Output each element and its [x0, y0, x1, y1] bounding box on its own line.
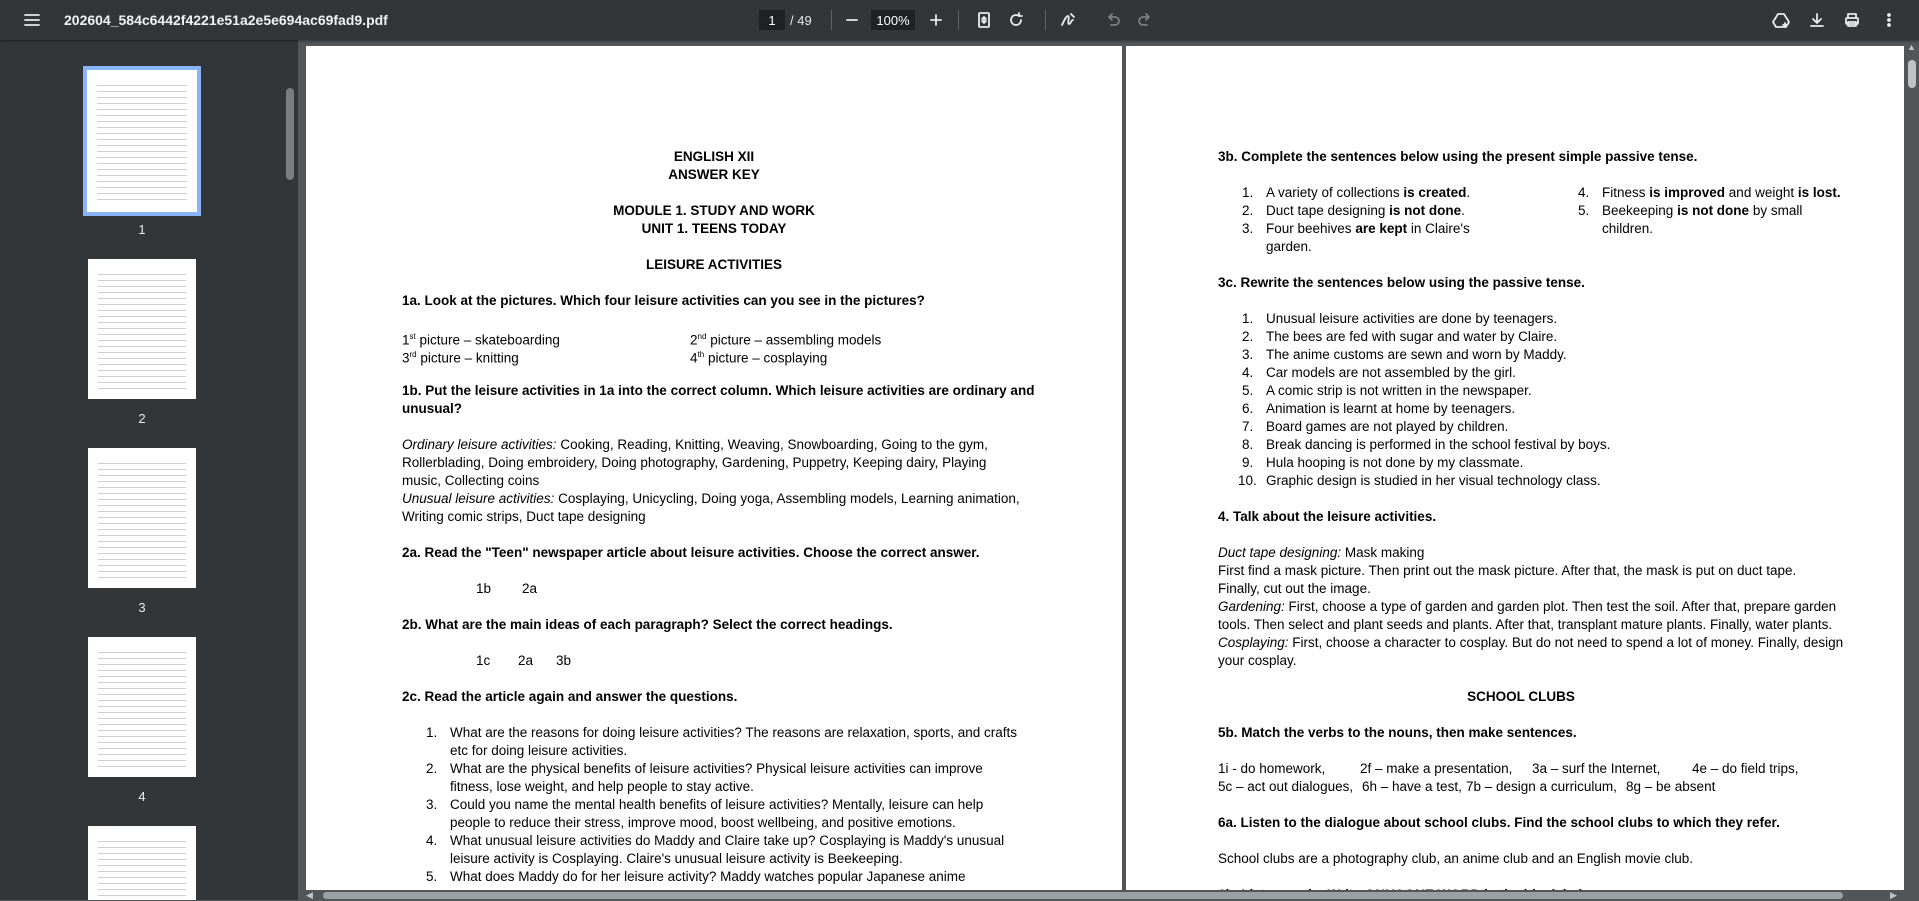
list-item: 3. The anime customs are sewn and worn by Maddy. [1242, 347, 1567, 362]
list-item: 4. Fitness is improved and weight is lost. [1578, 185, 1841, 200]
document-viewer [298, 40, 1919, 900]
module-heading: MODULE 1. STUDY AND WORK [613, 203, 815, 218]
list-item: 3. Could you name the mental health benefits of leisure activities? Mentally, leisure can help people to reduce their stress, improve mood, boost wellbeing, and positive emotions. [426, 797, 984, 830]
fit-page-button[interactable] [973, 0, 995, 40]
answer-2b: 3b [556, 653, 572, 668]
answer-5b: 5c – act out dialogues, [1218, 779, 1354, 794]
scroll-thumb[interactable] [1908, 60, 1916, 88]
list-item: 3. Four beehives are kept in Claire's garden. [1242, 221, 1470, 254]
answers-3c-list [1218, 310, 1898, 490]
list-item: 10. Graphic design is studied in her visual technology class. [1238, 473, 1601, 488]
question-3c: 3c. Rewrite the sentences below using the passive tense. [1218, 275, 1585, 290]
list-item: 2. Duct tape designing is not done. [1242, 203, 1465, 218]
thumbnail-sidebar [0, 40, 298, 900]
list-item: 2. The bees are fed with sugar and water by Claire. [1242, 329, 1558, 344]
answer-2b: 2a [518, 653, 534, 668]
toolbar-divider [958, 10, 959, 30]
scroll-thumb[interactable] [323, 892, 1843, 899]
ordinary-activities-cont: music, Collecting coins [402, 473, 540, 488]
more-vert-icon [1878, 9, 1900, 31]
answer-5b: 4e – do field trips, [1692, 761, 1799, 776]
answer-4-gardening: Gardening: First, choose a type of garden and garden plot. Then test the soil. After that, prepare garden [1218, 599, 1837, 614]
answer-2a: 1b [476, 581, 492, 596]
answer-1a-2: 2nd picture – assembling models [690, 332, 882, 348]
question-5b: 5b. Match the verbs to the nouns, then make sentences. [1218, 725, 1577, 740]
answer-5b: 8g – be absent [1626, 779, 1716, 794]
answers-3b-list-left [1218, 184, 1558, 256]
answer-4-line: First find a mask picture. Then print out the mask picture. After that, the mask is put on duct tape. [1218, 563, 1797, 578]
thumbnail-label: 4 [138, 789, 146, 804]
zoom-in-button[interactable] [925, 0, 947, 40]
fit-page-icon [973, 9, 995, 31]
answer-2b: 1c [476, 653, 491, 668]
thumbnail-label: 3 [138, 600, 146, 615]
list-item: 1. What are the reasons for doing leisure activities? The reasons are relaxation, sports, and crafts etc for doing leisure activities. [426, 725, 1018, 758]
drive-add-icon [1770, 9, 1792, 31]
more-options-button[interactable] [1878, 0, 1900, 40]
section-heading: SCHOOL CLUBS [1467, 689, 1575, 704]
document-title: 202604_584c6442f4221e51a2e5e694ac69fad9.pdf [64, 12, 388, 28]
annotate-button[interactable] [1057, 0, 1079, 40]
undo-icon [1103, 9, 1123, 31]
ordinary-activities: Ordinary leisure activities: Cooking, Reading, Knitting, Weaving, Snowboarding, Going to the gym, [402, 437, 988, 452]
section-heading: LEISURE ACTIVITIES [645, 257, 782, 272]
question-3b: 3b. Complete the sentences below using the present simple passive tense. [1218, 149, 1698, 164]
answers-2c-list [402, 724, 1102, 886]
question-2a: 2a. Read the "Teen" newspaper article about leisure activities. Choose the correct answer. [402, 545, 980, 560]
scroll-right-arrow-icon[interactable]: ▶ [1890, 890, 1897, 900]
redo-icon [1135, 9, 1155, 31]
answer-1a-3: 3rd picture – knitting [402, 350, 519, 366]
unusual-activities-cont: Writing comic strips, Duct tape designing [402, 509, 646, 524]
scroll-up-arrow-icon[interactable]: ▲ [1907, 42, 1916, 52]
answer-5b: 3a – surf the Internet, [1532, 761, 1661, 776]
list-item: 2. What are the physical benefits of leisure activities? Physical leisure activities can improve fitness, lose weight, and help people to stay active. [426, 761, 983, 794]
document-vertical-scrollbar[interactable] [1904, 40, 1919, 890]
unit-heading: UNIT 1. TEENS TODAY [641, 221, 787, 236]
pdf-toolbar [0, 0, 1919, 40]
question-2b: 2b. What are the main ideas of each paragraph? Select the correct headings. [402, 617, 893, 632]
undo-button[interactable] [1103, 0, 1123, 40]
menu-icon [21, 9, 43, 31]
toolbar-divider [1045, 10, 1046, 30]
rotate-icon [1005, 9, 1027, 31]
download-icon [1806, 9, 1828, 31]
list-item: 4. What unusual leisure activities do Maddy and Claire take up? Cosplaying is Maddy's unusual leisure activity is Cosplaying. Claire's unusual leisure activity is Beekeeping. [426, 833, 1005, 866]
answer-1a-1: 1st picture – skateboarding [402, 332, 560, 348]
list-item: 7. Board games are not played by children. [1242, 419, 1509, 434]
question-4: 4. Talk about the leisure activities. [1218, 509, 1437, 524]
page-thumbnail-3[interactable] [88, 448, 196, 588]
print-button[interactable] [1841, 0, 1863, 40]
answer-5b: 6h – have a test, [1362, 779, 1462, 794]
question-1b: 1b. Put the leisure activities in 1a into the correct column. Which leisure activities are ordinary and [402, 383, 1035, 398]
redo-button[interactable] [1135, 0, 1155, 40]
list-item: 9. Hula hooping is not done by my classmate. [1242, 455, 1524, 470]
page-thumbnail-1[interactable] [83, 66, 201, 216]
answer-5b: 2f – make a presentation, [1360, 761, 1513, 776]
answer-5b: 7b – design a curriculum, [1466, 779, 1617, 794]
answer-4-duct-tape: Duct tape designing: Mask making [1218, 545, 1425, 560]
question-1b-cont: unusual? [402, 401, 462, 416]
list-item: 4. Car models are not assembled by the girl. [1242, 365, 1516, 380]
question-1a: 1a. Look at the pictures. Which four leisure activities can you see in the pictures? [402, 293, 925, 308]
plus-icon [925, 9, 947, 31]
question-2c: 2c. Read the article again and answer the questions. [402, 689, 738, 704]
list-item: 1. A variety of collections is created. [1242, 185, 1471, 200]
page-thumbnail-2[interactable] [88, 259, 196, 399]
zoom-out-button[interactable] [841, 0, 863, 40]
thumbnail-label: 1 [138, 222, 146, 237]
draw-icon [1057, 9, 1079, 31]
page-total: / 49 [790, 12, 812, 28]
sidebar-scrollbar[interactable] [286, 88, 294, 180]
answer-2a: 2a [522, 581, 538, 596]
page-number-input[interactable]: 1 [759, 0, 785, 40]
document-horizontal-scrollbar[interactable] [298, 890, 1919, 900]
toolbar-divider [831, 10, 832, 30]
download-button[interactable] [1806, 0, 1828, 40]
page-thumbnail-5[interactable] [88, 826, 196, 900]
answer-4-line: your cosplay. [1218, 653, 1297, 668]
answer-4-cosplaying: Cosplaying: First, choose a character to cosplay. But do not need to spend a lot of money. Finally, design [1218, 635, 1844, 650]
page-thumbnail-4[interactable] [88, 637, 196, 777]
list-item: 5. Beekeeping is not done by small children. [1578, 203, 1803, 236]
list-item: 5. What does Maddy do for her leisure activity? Maddy watches popular Japanese anime [426, 869, 966, 884]
answer-4-line: tools. Then select and plant seeds and plants. After that, transplant mature plants. Finally, water plants. [1218, 617, 1833, 632]
unusual-activities: Unusual leisure activities: Cosplaying, Unicycling, Doing yoga, Assembling models, Learning animation, [402, 491, 1020, 506]
answer-1a-4: 4th picture – cosplaying [690, 350, 828, 366]
list-item: 8. Break dancing is performed in the school festival by boys. [1242, 437, 1611, 452]
menu-button[interactable] [20, 0, 44, 40]
list-item: 1. Unusual leisure activities are done by teenagers. [1242, 311, 1558, 326]
answer-4-line: Finally, cut out the image. [1218, 581, 1371, 596]
doc-title: ENGLISH XII [673, 149, 755, 164]
list-item: 5. A comic strip is not written in the newspaper. [1242, 383, 1532, 398]
answers-3b-list-right [1554, 184, 1894, 238]
minus-icon [841, 9, 863, 31]
thumbnail-label: 2 [138, 411, 146, 426]
save-to-drive-button[interactable] [1770, 0, 1792, 40]
print-icon [1841, 9, 1863, 31]
zoom-input[interactable]: 100% [871, 0, 915, 40]
scroll-left-arrow-icon[interactable]: ◀ [306, 890, 313, 900]
pdf-page-2 [1126, 46, 1916, 900]
answer-6a: School clubs are a photography club, an anime club and an English movie club. [1218, 851, 1694, 866]
question-6a: 6a. Listen to the dialogue about school clubs. Find the school clubs to which they refer. [1218, 815, 1780, 830]
answer-5b: 1i - do homework, [1218, 761, 1326, 776]
list-item: 6. Animation is learnt at home by teenagers. [1242, 401, 1516, 416]
doc-subtitle: ANSWER KEY [668, 167, 760, 182]
rotate-button[interactable] [1005, 0, 1027, 40]
pdf-page-1 [306, 46, 1122, 900]
ordinary-activities-cont: Rollerblading, Doing embroidery, Doing photography, Gardening, Puppetry, Keeping dairy, Playing [402, 455, 987, 470]
